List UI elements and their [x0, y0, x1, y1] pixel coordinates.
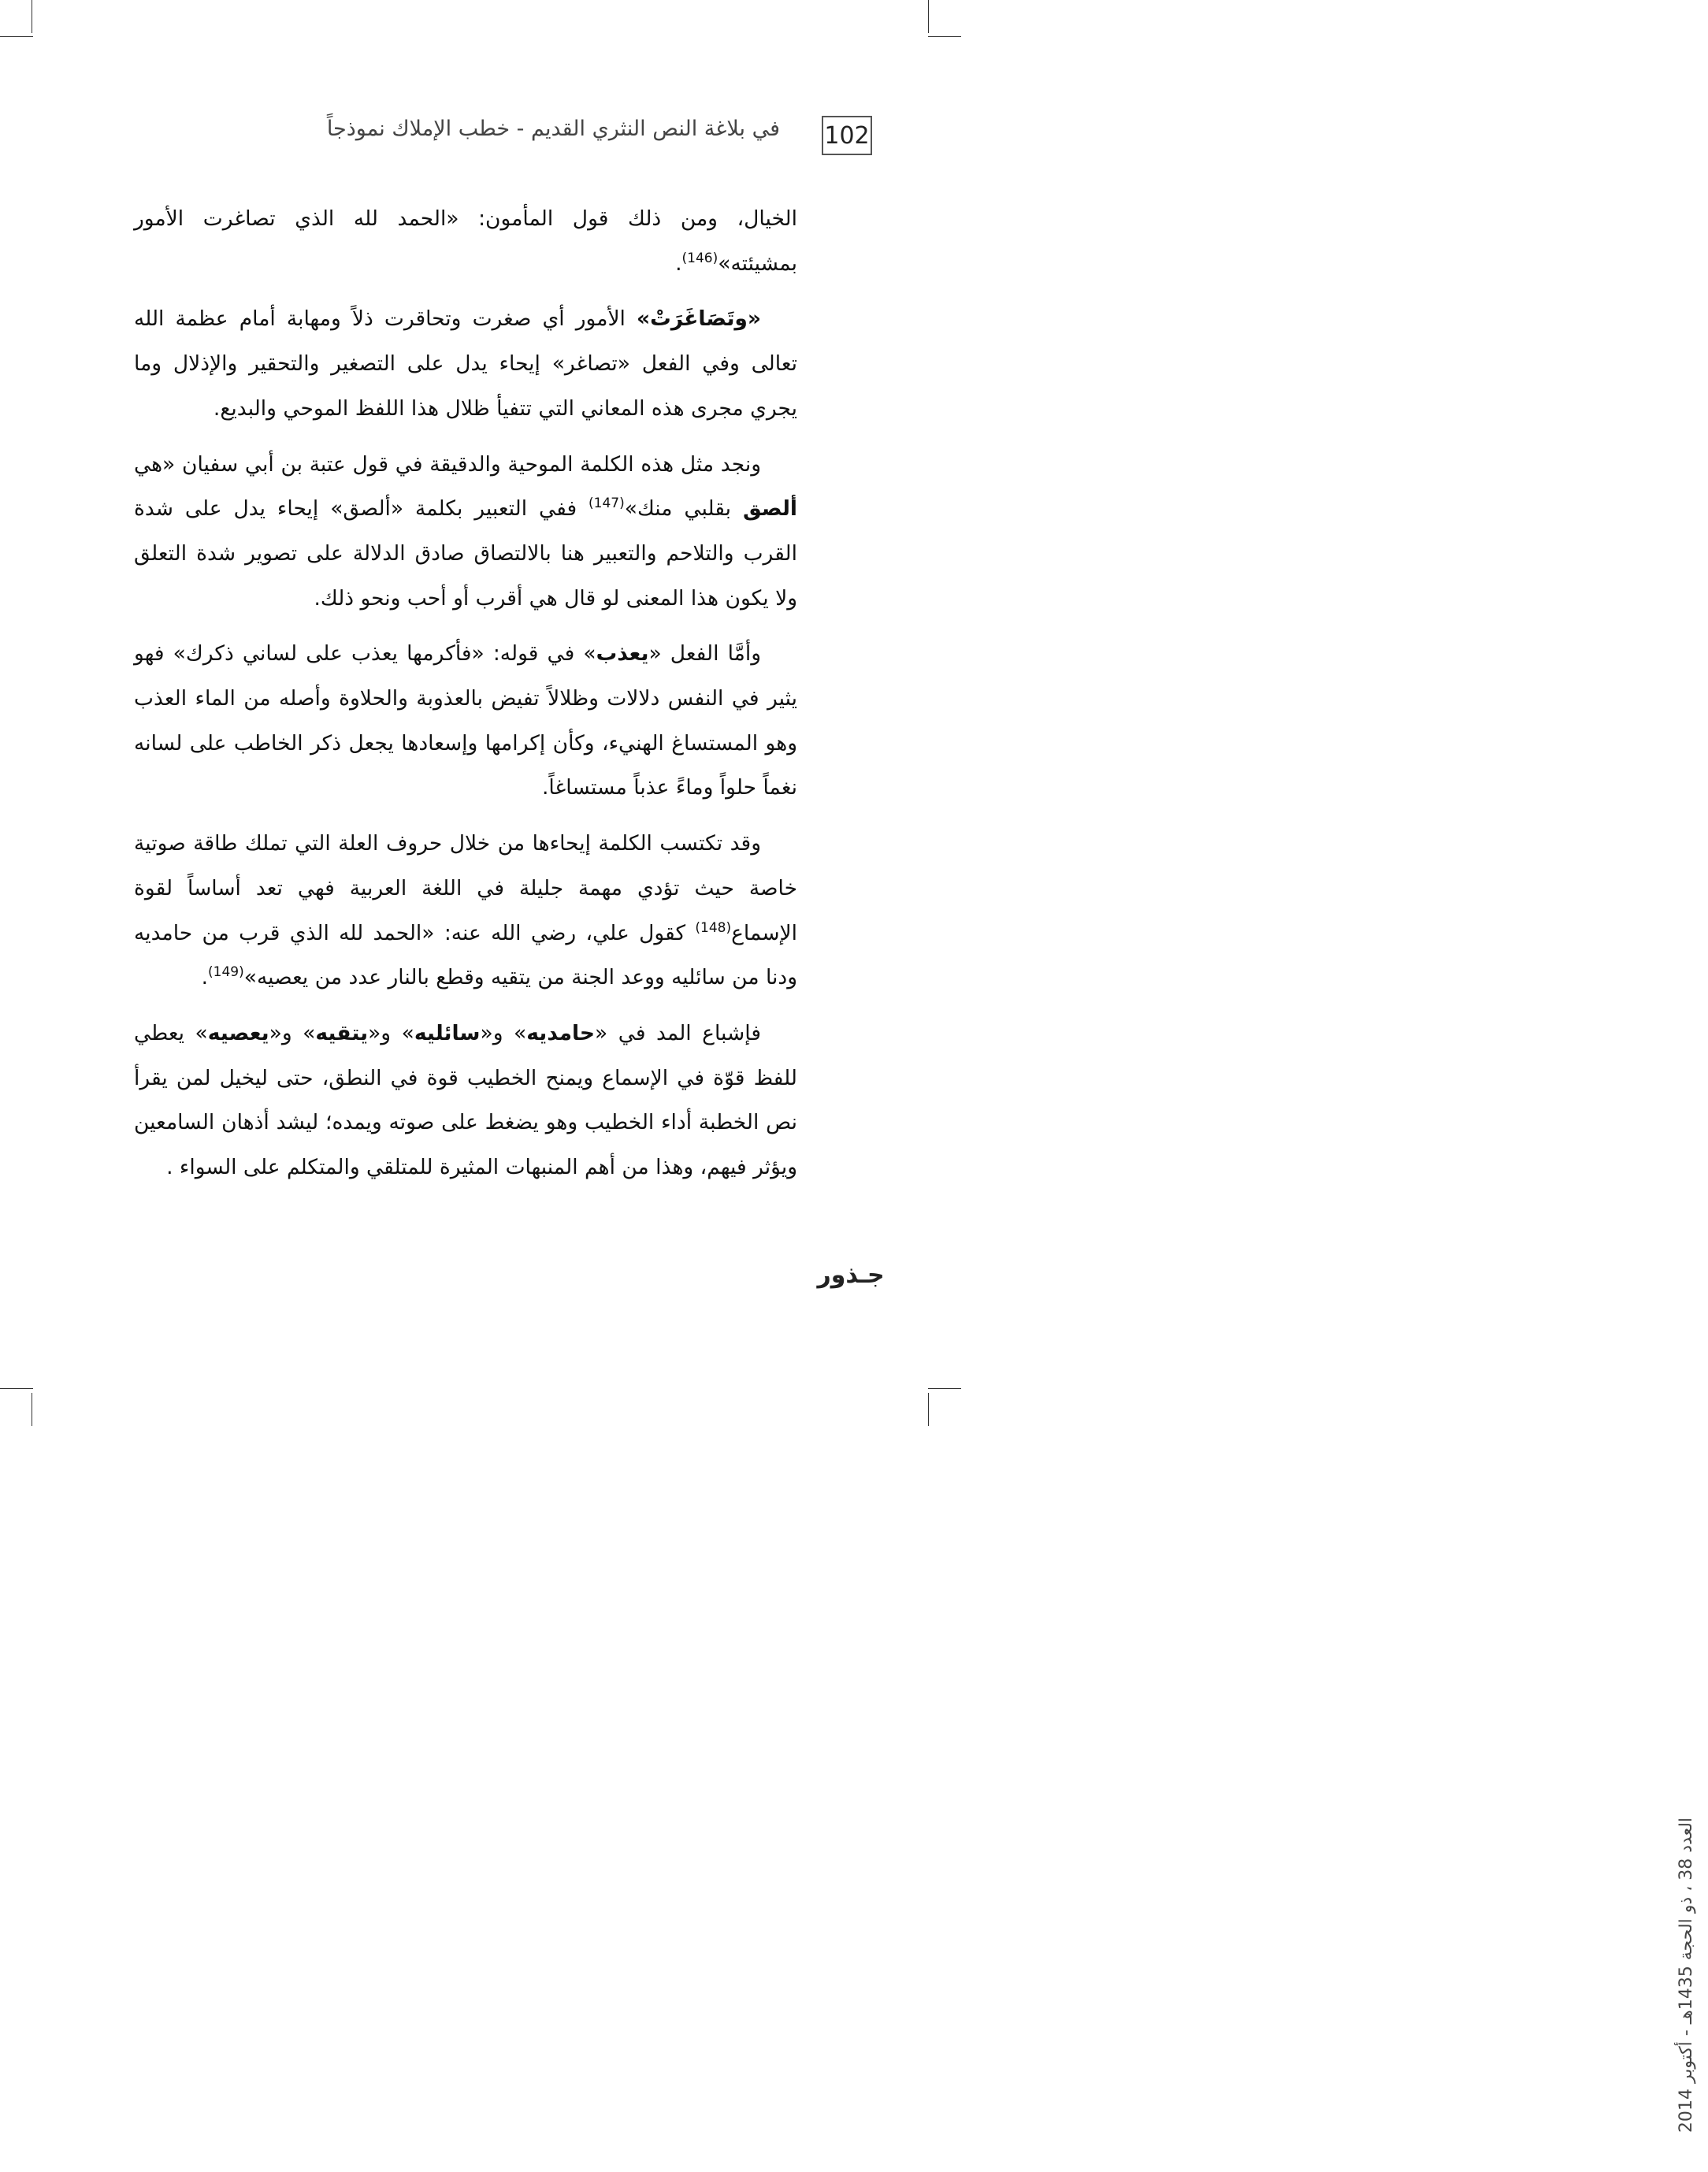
paragraph: فإشباع المد في «حامديه» و«سائليه» و«يتقيه» و«يعصيه» يعطي للفظ قوّة في الإسماع ويمنح الخطيب قوة في النطق، حتى ليخيل لمن يقرأ نص الخطبة أداء الخطيب وهو يضغط على صوته ويمده؛ ليشد أذهان السامعين ويؤثر فيهم، وهذا من أهم المنبهات المثيرة للمتلقي والمتكلم على السواء .: [134, 1020, 797, 1180]
crop-mark: [928, 0, 929, 33]
crop-mark: [0, 1388, 33, 1389]
paragraph: وقد تكتسب الكلمة إيحاءها من خلال حروف العلة التي تملك طاقة صوتية خاصة حيث تؤدي مهمة جليلة في اللغة العربية فهي تعد أساساً لقوة الإسماع$^{(148)}$ كقول علي، رضي الله عنه: «الحمد لله الذي قرب من حامديه ودنا من سائليه ووعد الجنة من يتقيه وقطع بالنار عدد من يعصيه»$^{(149)}$.: [134, 831, 797, 990]
emphasized-word: يعصيه: [207, 1020, 269, 1045]
footnote-ref: (147): [589, 496, 625, 512]
emphasized-word: ألصق: [742, 496, 797, 522]
emphasized-word: حامديه: [526, 1020, 596, 1045]
issue-info: العدد 38 ، ذو الحجة 1435هـ - أكتوبر 2014: [1676, 1817, 1696, 2133]
paragraph: وأمَّا الفعل «يعذب» في قوله: «فأكرمها يعذب على لساني ذكرك» فهو يثير في النفس دلالات وظلالاً تفيض بالعذوبة والحلاوة وأصله من الماء العذب وهو المستساغ الهنيء، وكأن إكرامها وإسعادها يجعل ذكر الخاطب على لسانه نغماً حلواً وماءً عذباً مستساغاً.: [134, 641, 797, 800]
footnote-ref: (149): [208, 964, 244, 981]
paragraph: ونجد مثل هذه الكلمة الموحية والدقيقة في قول عتبة بن أبي سفيان «هي ألصق بقلبي منك»$^{(147)}$ ففي التعبير بكلمة «ألصق» إيحاء يدل على شدة القرب والتلاحم والتعبير هنا بالالتصاق صادق الدلالة على تصوير شدة التعلق ولا يكون هذا المعنى لو قال هي أقرب أو أحب ونحو ذلك.: [134, 451, 797, 611]
emphasized-word: يتقيه: [315, 1020, 369, 1045]
crop-mark: [928, 36, 961, 37]
emphasized-word: «وتَصَاغَرَتْ»: [637, 306, 761, 332]
article-body: [134, 197, 797, 1201]
crop-mark: [928, 1388, 961, 1389]
footnote-ref: (146): [681, 250, 718, 266]
emphasized-word: يعذب: [596, 641, 649, 666]
paragraph: الخيال، ومن ذلك قول المأمون: «الحمد لله الذي تصاغرت الأمور بمشيئته»$^{(146)}$.: [134, 206, 797, 276]
paragraph: «وتَصَاغَرَتْ» الأمور أي صغرت وتحاقرت ذلاً ومهابة أمام عظمة الله تعالى وفي الفعل «تصاغر» إيحاء يدل على التصغير والتحقير والإذلال وما يجري مجرى هذه المعاني التي تتفيأ ظلال هذا اللفظ الموحي والبديع.: [134, 306, 797, 421]
emphasized-word: سائليه: [414, 1020, 481, 1045]
crop-mark: [0, 36, 33, 37]
crop-mark: [928, 1393, 929, 1426]
footnote-ref: (148): [695, 919, 732, 936]
journal-logo: جـذور: [817, 1261, 885, 1289]
page-number: 102: [822, 116, 872, 155]
running-title: في بلاغة النص النثري القديم - خطب الإملاك نموذجاً: [326, 117, 780, 141]
